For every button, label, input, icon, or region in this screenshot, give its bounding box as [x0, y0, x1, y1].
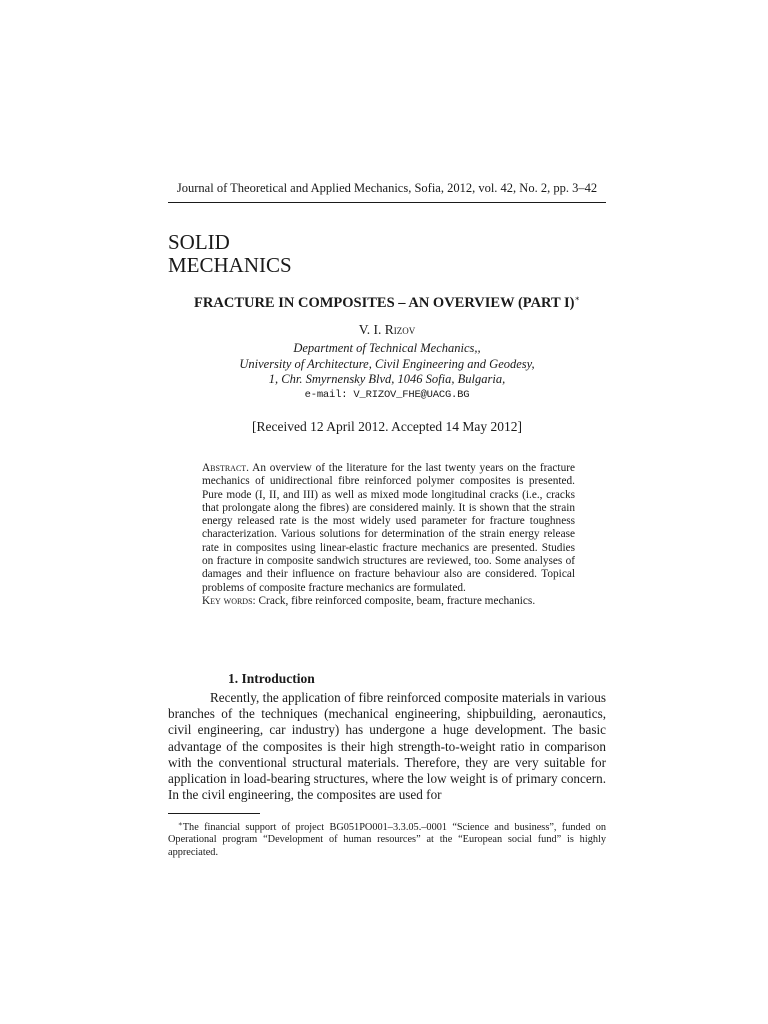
- keywords-paragraph: [202, 595, 575, 608]
- section-heading-line-1: SOLID: [168, 230, 230, 254]
- introduction-heading: 1. Introduction: [228, 671, 315, 686]
- footnote: [168, 818, 606, 859]
- introduction-paragraph: Recently, the application of fibre reinforced composite materials in various branches of the techniques (mechanical engineering, shipbuilding, aeronautics, civil engineering, car industry) has undergone a huge development. The basic advantage of the composites is their high strength-to-weight ratio in comparison with the conventional structural materials. Therefore, they are very suitable for application in load-bearing structures, where the low weight is of primary concern. In the civil engineering, the composites are used for: [168, 690, 606, 803]
- article-title-text: FRACTURE IN COMPOSITES – AN OVERVIEW (PART I): [194, 295, 575, 311]
- abstract: [202, 462, 575, 608]
- keywords-label: Key words:: [202, 594, 256, 607]
- abstract-paragraph: [202, 462, 575, 595]
- title-footnote-mark: ∗: [574, 294, 580, 303]
- affiliation-line-2: University of Architecture, Civil Engineering and Geodesy,: [239, 356, 535, 371]
- introduction-body: [168, 690, 606, 803]
- article-title: [168, 294, 606, 312]
- abstract-label: Abstract.: [202, 462, 249, 474]
- author-name: V. I. Rizov: [358, 322, 416, 337]
- received-dates: [Received 12 April 2012. Accepted 14 May 2012]: [252, 419, 522, 434]
- affiliation-line-3: 1, Chr. Smyrnensky Blvd, 1046 Sofia, Bulgaria,: [268, 372, 506, 386]
- footnote-mark: ∗: [178, 820, 183, 828]
- section-heading-line-2: MECHANICS: [168, 253, 292, 277]
- abstract-text: An overview of the literature for the last twenty years on the fracture mechanics of unidirectional fibre reinforced polymer composites is presented. Pure mode (I, II, and III) as well as mixed mode longitudinal cracks (i.e., cracks that prolongate along the fibres) are considered mainly. It is shown that the strain energy released rate is the most widely used parameter for fracture toughness characterization. Various solutions for determination of the strain energy release rate in composites using linear-elastic fracture mechanics are presented. Studies on fracture in composite sandwich structures are reviewed, too. Some analyses of damages and their influence on fracture behaviour also are considered. Topical problems of composite fracture mechanics are formulated.: [202, 462, 575, 594]
- author-email: e-mail: V_RIZOV_FHE@UACG.BG: [304, 388, 470, 401]
- footnote-paragraph: [168, 818, 606, 859]
- section-heading: [168, 231, 292, 277]
- header-rule: [168, 202, 606, 203]
- footnote-rule: [168, 813, 260, 814]
- affiliation-line-1: Department of Technical Mechanics,,: [293, 341, 481, 355]
- keywords-text: Crack, fibre reinforced composite, beam, fracture mechanics.: [258, 594, 536, 607]
- journal-citation: Journal of Theoretical and Applied Mechanics, Sofia, 2012, vol. 42, No. 2, pp. 3–42: [176, 181, 598, 195]
- author-affiliation: [168, 341, 606, 403]
- footnote-text: The financial support of project BG051PO001–3.3.05.–0001 “Science and business”, funded on Operational program “Development of human resources” at the “European social fund” is highly appreciated.: [168, 822, 606, 858]
